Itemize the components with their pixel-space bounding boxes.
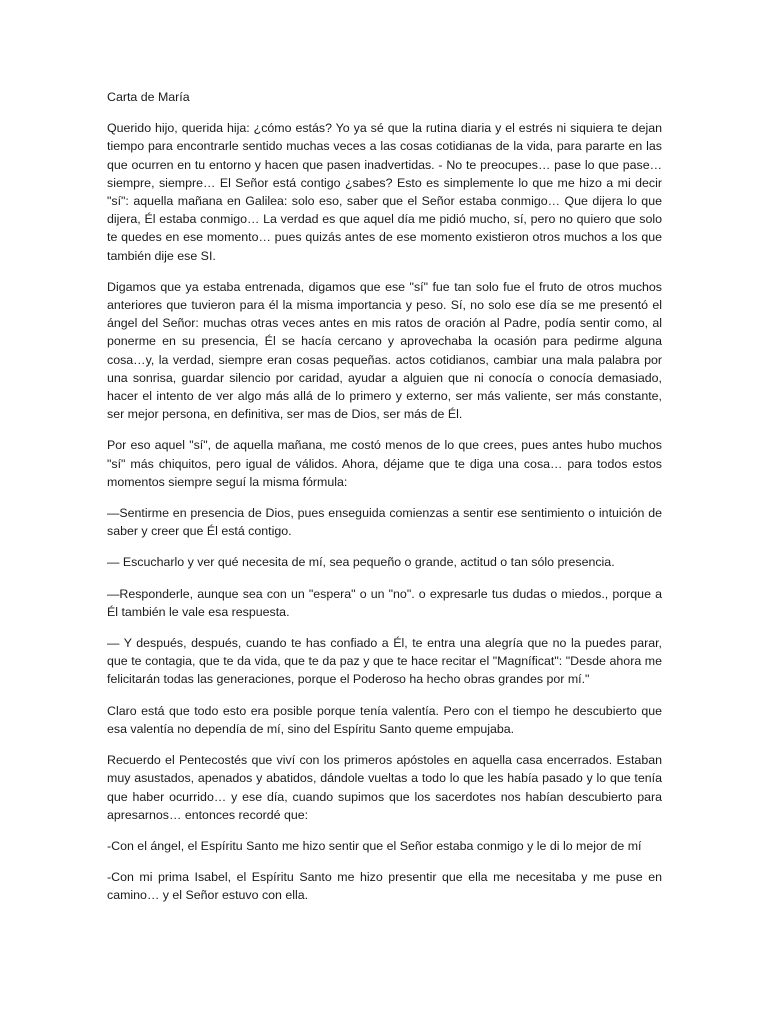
paragraph-angel: -Con el ángel, el Espíritu Santo me hizo sentir que el Señor estaba conmigo y le di lo mejor de mí xyxy=(107,838,642,853)
paragraph-greeting: Querido hijo, querida hija: ¿cómo estás? Yo ya sé que la rutina diaria y el estrés ni siquiera te dejan tiempo para encontrarle sentido muchas veces a las cosas cotidianas de la vida, para pararte en las que ocurren en tu entorno y hacen que pasen inadvertidas. - No te preocupes… pase lo que pase… siempre, siempre… El Señor está contigo ¿sabes? Esto es simplemente lo que me hizo a mi decir "sí": aquella mañana en Galilea: solo eso, saber que el Señor estaba conmigo… Que dijera lo que dijera, Él estaba conmigo… La verdad es que aquel día me pidió mucho, sí, pero no quiero que solo te quedes en ese momento… pues quizás antes de ese momento existieron otros muchos a los que también dije ese SI. xyxy=(107,121,662,263)
paragraph-step-respond: —Responderle, aunque sea con un "espera" o un "no". o expresarle tus dudas o miedos., porque a Él también le vale esa respuesta. xyxy=(107,586,662,619)
paragraph-courage: Claro está que todo esto era posible porque tenía valentía. Pero con el tiempo he descubierto que esa valentía no dependía de mí, sino del Espíritu Santo queme empujaba. xyxy=(107,703,662,736)
paragraph-formula: Por eso aquel "sí", de aquella mañana, me costó menos de lo que crees, pues antes hubo muchos "sí" más chiquitos, pero igual de válidos. Ahora, déjame que te diga una cosa… para todos estos momentos siempre seguí la misma fórmula: xyxy=(107,438,662,489)
paragraph-step-presence: —Sentirme en presencia de Dios, pues enseguida comienzas a sentir ese sentimiento o intuición de saber y creer que Él está contigo. xyxy=(107,506,662,539)
paragraph-training: Digamos que ya estaba entrenada, digamos que ese "sí" fue tan solo fue el fruto de otros muchos anteriores que tuvieron para él la misma importancia y peso. Sí, no solo ese día se me presentó el ángel del Señor: muchas otras veces antes en mis ratos de oración al Padre, podía sentir como, al ponerme en su presencia, Él se hacía cercano y aprovechaba la ocasión para pedirme alguna cosa…y, la verdad, siempre eran cosas pequeñas. actos cotidianos, cambiar una mala palabra por una sonrisa, guardar silencio por caridad, ayudar a alguien que ni conocía o conocía demasiado, hacer el intento de ver algo más allá de lo primero y externo, ser más valiente, ser más constante, ser mejor persona, en definitiva, ser mas de Dios, ser más de Él. xyxy=(107,279,662,422)
paragraph-step-joy: — Y después, después, cuando te has confiado a Él, te entra una alegría que no la puedes parar, que te contagia, que te da vida, que te da paz y que te hace recitar el "Magníficat": "Desde ahora me felicitarán todas las generaciones, porque el Poderoso ha hecho obras grandes por mí." xyxy=(107,636,662,687)
paragraph-step-listen: — Escucharlo y ver qué necesita de mí, sea pequeño o grande, actitud o tan sólo presencia. xyxy=(107,555,615,570)
document-page xyxy=(107,88,662,918)
paragraph-pentecost: Recuerdo el Pentecostés que viví con los primeros apóstoles en aquella casa encerrados. Estaban muy asustados, apenados y abatidos, dándole vueltas a todo lo que les había pasado y lo que tenía que haber ocurrido… y ese día, cuando supimos que los sacerdotes nos habían descubierto para apresarnos… entonces recordé que: xyxy=(107,753,662,822)
document-title: Carta de María xyxy=(107,90,190,104)
paragraph-isabel: -Con mi prima Isabel, el Espíritu Santo me hizo presentir que ella me necesitaba y me puse en camino… y el Señor estuvo con ella. xyxy=(107,870,662,903)
